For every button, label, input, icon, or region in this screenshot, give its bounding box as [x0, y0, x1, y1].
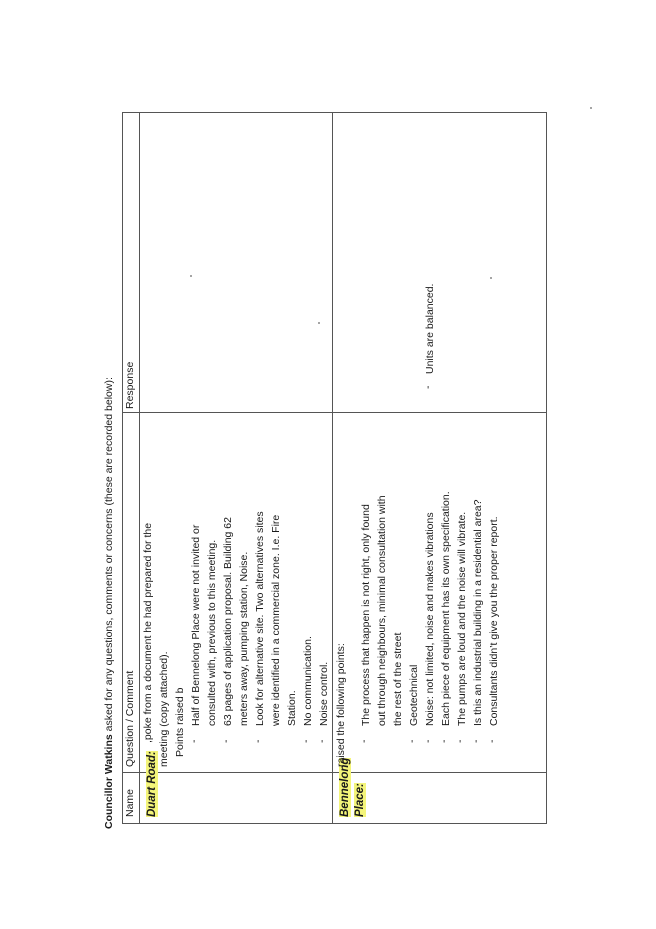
duart-line: Station.	[286, 690, 298, 726]
bullet-dash: -	[422, 385, 434, 389]
response-column-rule	[122, 412, 547, 413]
scan-speck	[490, 277, 492, 279]
duart-line: 63 pages of application proposal. Building 62	[222, 517, 234, 726]
duart-line: No communication.	[302, 636, 314, 726]
bennelong-line: Consultants didn’t give you the proper report.	[488, 516, 500, 726]
duart-line: Half of Bennelong Place were not invited or	[190, 524, 202, 726]
bennelong-line: The pumps are loud and the noise will vibrate.	[456, 511, 468, 726]
bullet-dash: -	[252, 739, 264, 743]
bennelong-line: Geotechnical	[408, 664, 420, 726]
duart-line: Look for alternative site. Two alternatives sites	[254, 511, 266, 726]
header-name: Name	[124, 788, 136, 817]
bullet-dash: -	[220, 739, 232, 743]
bullet-dash: -	[454, 739, 466, 743]
bennelong-line: the rest of the street	[392, 632, 404, 726]
duart-line: meeting (copy attached).	[158, 651, 170, 767]
row-name-bennelong-line2: Place:	[354, 783, 366, 817]
scan-speck	[190, 275, 192, 277]
duart-line: ,poke from a document he had prepared for the	[142, 522, 154, 743]
duart-line: Points raised b	[174, 687, 186, 757]
bullet-dash: -	[422, 739, 434, 743]
bullet-dash: -	[316, 739, 328, 743]
duart-line: meters away, pumping station, Noise.	[238, 551, 250, 726]
bullet-dash: -	[358, 739, 370, 743]
header-response: Response	[124, 361, 136, 409]
scan-speck	[590, 107, 592, 109]
bullet-dash: -	[406, 739, 418, 743]
row-name-duart-road: Duart Road:	[146, 751, 158, 817]
bullet-dash: -	[470, 739, 482, 743]
row-name-bennelong-line1: Bennelong	[339, 757, 351, 817]
bennelong-line: out through neighbours, minimal consultation with	[376, 495, 388, 726]
duart-line: were identified in a commercial zone. I.e. Fire	[270, 514, 282, 726]
response-text: Units are balanced.	[424, 283, 436, 374]
bennelong-line: Each piece of equipment has its own specification.	[440, 491, 452, 726]
name-column-rule	[122, 772, 547, 773]
bennelong-line: Is this an industrial building in a residential area?	[472, 499, 484, 726]
bennelong-intro: raised the following points:	[335, 643, 347, 767]
duart-line: consulted with, previous to this meeting.	[206, 539, 218, 726]
duart-line: Noise control.	[318, 661, 330, 726]
bullet-dash: -	[438, 739, 450, 743]
header-question: Question / Comment	[124, 670, 136, 767]
intro-text: Councillor Watkins asked for any questions, comments or concerns (these are recorded below):	[103, 377, 115, 829]
scan-speck	[318, 322, 320, 324]
bennelong-line: Noise: not limited, noise and makes vibrations	[424, 512, 436, 726]
bullet-dash: -	[486, 739, 498, 743]
bullet-dash: -	[300, 739, 312, 743]
bullet-dash: -	[188, 739, 200, 743]
bennelong-line: The process that happen is not right, only found	[360, 504, 372, 726]
